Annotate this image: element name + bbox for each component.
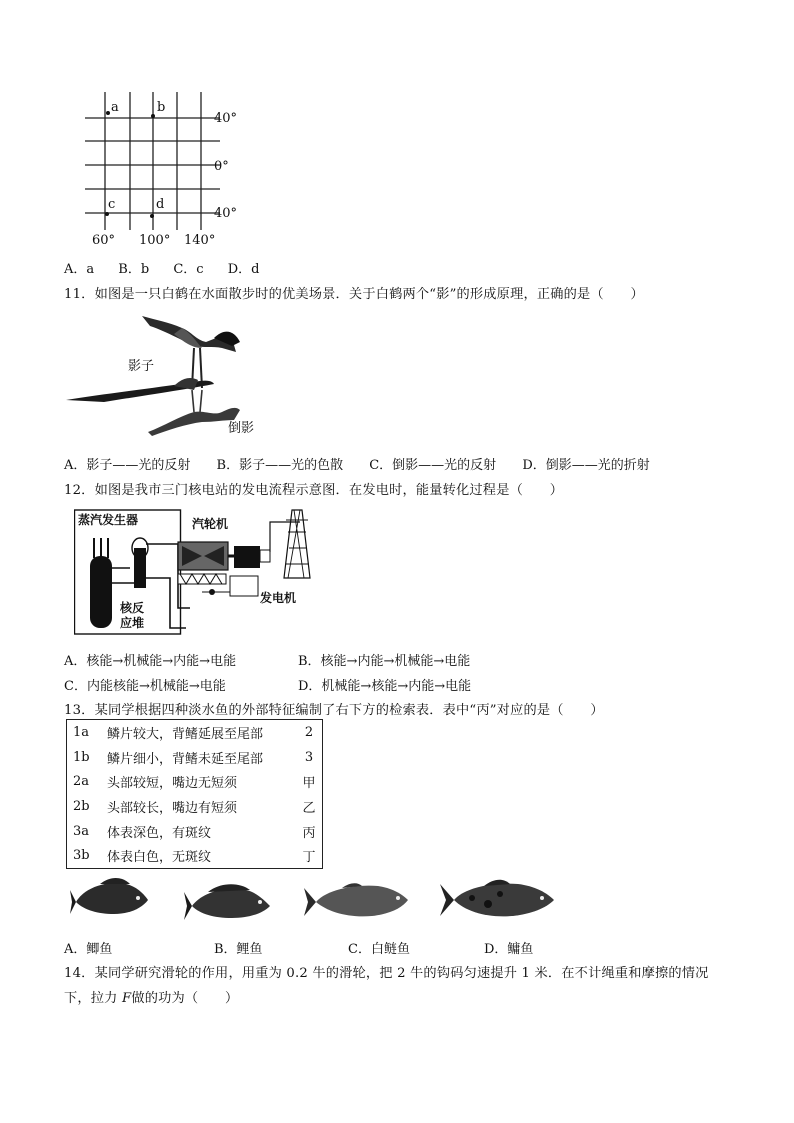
q13-option-c[interactable]: C．白鲢鱼 xyxy=(348,942,410,957)
q12-option-d[interactable]: D．机械能→核能→内能→电能 xyxy=(298,679,472,694)
q10-option-d[interactable]: D．d xyxy=(227,262,260,277)
lon-label-60: 60° xyxy=(92,233,116,248)
key-desc: 鳞片较大，背鳍延展至尾部 xyxy=(107,726,264,742)
table-row xyxy=(67,843,323,868)
key-desc: 体表白色，无斑纹 xyxy=(107,850,212,866)
steam-generator-label: 蒸汽发生器 xyxy=(78,513,139,527)
q13-option-a[interactable]: A．鲫鱼 xyxy=(64,942,113,957)
table-row xyxy=(67,720,323,745)
lon-label-140: 140° xyxy=(184,233,216,248)
lat-label-equator: 0° xyxy=(214,159,229,174)
key-id: 2b xyxy=(73,798,90,814)
key-desc: 头部较短，嘴边无短须 xyxy=(107,776,238,792)
point-b-marker xyxy=(151,114,155,118)
q11-stem: 11．如图是一只白鹤在水面散步时的优美场景．关于白鹤两个“影”的形成原理，正确的是（ ） xyxy=(64,287,644,302)
key-id: 3a xyxy=(73,823,90,839)
key-id: 3b xyxy=(73,848,90,864)
key-id: 2a xyxy=(73,774,90,790)
reactor-label-1: 核反 xyxy=(120,601,145,615)
crane-figure xyxy=(64,308,264,443)
q12-option-b[interactable]: B．核能→内能→机械能→电能 xyxy=(298,654,471,669)
key-id: 1b xyxy=(73,749,90,765)
q12-option-a[interactable]: A．核能→机械能→内能→电能 xyxy=(64,654,237,669)
q14-line2-pre: 下，拉力 xyxy=(64,991,122,1006)
q14-stem-line2 xyxy=(64,987,238,1006)
key-result: 甲 xyxy=(302,776,316,792)
key-result: 乙 xyxy=(302,800,316,816)
q12-stem: 12．如图是我市三门核电站的发电流程示意图．在发电时，能量转化过程是（ ） xyxy=(64,483,564,498)
table-row xyxy=(67,819,323,844)
q10-option-c[interactable]: C．c xyxy=(173,262,204,277)
lat-label-south: 40° xyxy=(214,206,238,221)
crucian-carp-image xyxy=(70,876,160,922)
q12-option-c[interactable]: C．内能核能→机械能→电能 xyxy=(64,679,226,694)
point-d-marker xyxy=(150,214,154,218)
q13-stem: 13．某同学根据四种淡水鱼的外部特征编制了右下方的检索表．表中“丙”对应的是（ ） xyxy=(64,703,604,718)
reactor-label-2: 应堆 xyxy=(120,616,145,630)
point-a-marker xyxy=(106,111,110,115)
table-row xyxy=(67,745,323,770)
generator-label: 发电机 xyxy=(260,591,297,605)
q11-option-b[interactable]: B．影子——光的色散 xyxy=(216,458,344,473)
point-c-label: c xyxy=(108,197,116,212)
key-result: 丙 xyxy=(302,825,316,841)
force-variable: F xyxy=(121,991,132,1006)
reflection-label: 倒影 xyxy=(228,421,255,436)
q11-options xyxy=(64,454,650,473)
key-id: 1a xyxy=(73,724,90,740)
fish-key-table xyxy=(66,719,323,869)
key-result: 丁 xyxy=(302,850,316,866)
q11-option-c[interactable]: C．倒影——光的反射 xyxy=(369,458,497,473)
lon-label-100: 100° xyxy=(139,233,171,248)
table-row xyxy=(67,769,323,794)
point-a-label: a xyxy=(111,100,119,115)
q10-option-a[interactable]: A．a xyxy=(64,262,95,277)
key-result: 2 xyxy=(304,724,314,740)
point-d-label: d xyxy=(156,197,165,212)
q14-line2-post: 做的功为（ ） xyxy=(131,991,239,1006)
silver-carp-image xyxy=(302,880,412,922)
key-desc: 头部较长，嘴边有短须 xyxy=(107,800,238,816)
key-desc: 体表深色，有斑纹 xyxy=(107,825,212,841)
key-desc: 鳞片细小，背鳍未延至尾部 xyxy=(107,751,264,767)
q13-option-b[interactable]: B．鲤鱼 xyxy=(214,942,263,957)
q14-stem-line1: 14．某同学研究滑轮的作用，用重为 0.2 牛的滑轮，把 2 牛的钩码匀速提升 1 米．在不计绳重和摩擦的情况 xyxy=(64,966,709,981)
lat-lon-grid-figure xyxy=(80,92,250,252)
table-row xyxy=(67,794,323,819)
power-plant-figure xyxy=(74,508,324,636)
q11-option-a[interactable]: A．影子——光的反射 xyxy=(64,458,191,473)
shadow-label: 影子 xyxy=(128,359,155,374)
turbine-label: 汽轮机 xyxy=(192,517,229,531)
lat-label-north: 40° xyxy=(214,111,238,126)
point-b-label: b xyxy=(157,100,166,115)
q11-option-d[interactable]: D．倒影——光的折射 xyxy=(522,458,650,473)
bighead-carp-image xyxy=(438,878,558,922)
q13-option-d[interactable]: D．鳙鱼 xyxy=(484,942,534,957)
common-carp-image xyxy=(184,880,278,926)
q10-option-b[interactable]: B．b xyxy=(118,262,150,277)
q10-options xyxy=(64,258,259,277)
point-c-marker xyxy=(105,212,109,216)
key-result: 3 xyxy=(304,749,314,765)
